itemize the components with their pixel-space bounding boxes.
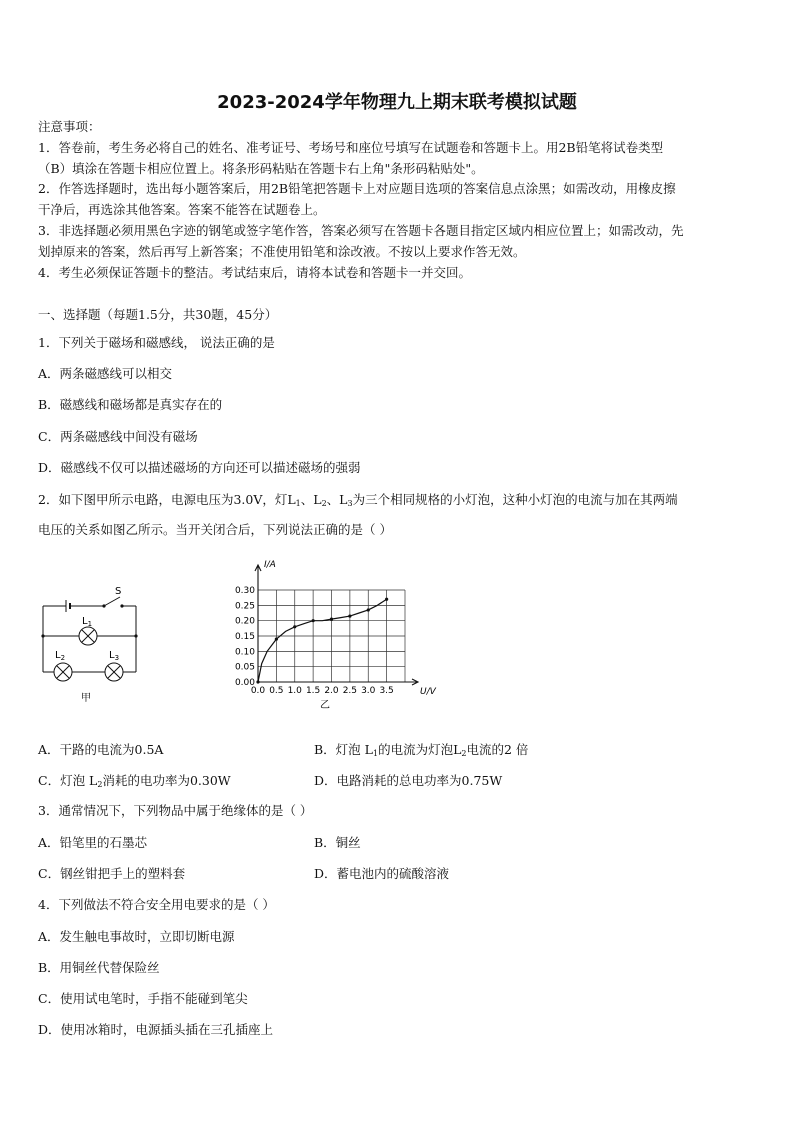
q2-option-b: B．灯泡 $L_1$的电流为灯泡$L_2$电流的2 倍 [314,742,529,758]
y-tick-label: 0.25 [234,601,255,612]
notes-line: 干净后，再选涂其他答案。答案不能答在试题卷上。 [38,202,326,218]
q2-option-c: C．灯泡 $L_2$消耗的电功率为0.30W [38,773,231,789]
page-title: 2023-2024学年物理九上期末联考模拟试题 [217,92,577,113]
q2-stem-line2: 电压的关系如图乙所示。当开关闭合后，下列说法正确的是（ ） [38,522,392,537]
y-tick-label: 0.15 [234,632,255,643]
y-axis-label: I/A [264,560,276,570]
data-point [275,637,278,640]
switch-lever [104,597,120,606]
chart-caption: 乙 [320,700,330,711]
data-point [293,625,296,628]
circuit-diagram [36,586,146,706]
l3-label: $L_3$ [109,650,120,662]
x-tick-label: 0.0 [250,686,266,696]
x-axis [258,679,418,685]
x-tick-label: 0.5 [269,686,284,696]
q3-option-a: A．铅笔里的石墨芯 [38,835,148,850]
x-tick-label: 3.0 [361,686,376,696]
data-point [385,598,388,601]
notes-heading: 注意事项： [38,119,101,134]
x-tick-label: 3.5 [379,686,394,696]
q3-option-c: C．钢丝钳把手上的塑料套 [38,866,186,881]
l2-label: $L_2$ [55,650,66,662]
data-point [348,614,351,617]
y-axis [255,565,261,682]
data-point [367,608,370,611]
x-tick-label: 1.5 [305,686,321,696]
iu-chart [222,556,442,716]
circuit-caption: 甲 [81,693,91,704]
q4-option-c: C．使用试电笔时，手指不能碰到笔尖 [38,991,248,1006]
notes-line: 划掉原来的答案，然后再写上新答案；不准使用铅笔和涂改液。不按以上要求作答无效。 [38,243,526,259]
y-tick-label: 0.30 [234,586,255,597]
notes-line: （B）填涂在答题卡相应位置上。将条形码粘贴在答题卡右上角"条形码粘贴处"。 [38,160,484,176]
x-tick-label: 2.0 [324,686,339,696]
notes-line: 4．考生必须保证答题卡的整洁。考试结束后，请将本试卷和答题卡一并交回。 [38,264,471,280]
q1-option-b: B．磁感线和磁场都是真实存在的 [38,397,223,412]
switch-label: S [115,586,122,597]
q1-option-c: C．两条磁感线中间没有磁场 [38,429,198,444]
x-tick-label: 1.0 [287,686,302,696]
q2-option-a: A．干路的电流为0.5A [38,742,164,757]
q2-stem-line1: 2．如下图甲所示电路，电源电压为3.0V，灯$L_1$、$L_2$、$L_3$为三个相同规格的小灯泡，这种小灯泡的电流与加在其两端 [38,492,678,508]
q4-stem: 4．下列做法不符合安全用电要求的是（ ） [38,897,275,912]
q4-option-a: A．发生触电事故时，立即切断电源 [38,929,235,944]
iu-curve [258,599,387,682]
y-tick-label: 0.10 [234,647,255,658]
q1-stem: 1．下列关于磁场和磁感线， 说法正确的是 [38,335,275,350]
l1-label: $L_1$ [82,616,93,628]
y-tick-label: 0.05 [234,662,255,673]
notes-block [38,117,760,283]
notes-line: 2．作答选择题时，选出每小题答案后，用2B铅笔把答题卡上对应题目选项的答案信息点涂黑；如需改动，用橡皮擦 [38,181,676,197]
q3-option-b: B．铜丝 [314,835,361,850]
q1-option-d: D．磁感线不仅可以描述磁场的方向还可以描述磁场的强弱 [38,460,361,475]
q3-stem: 3．通常情况下，下列物品中属于绝缘体的是（ ） [38,803,313,818]
notes-line: 3．非选择题必须用黑色字迹的钢笔或签字笔作答，答案必须写在答题卡各题目指定区域内相应位置上；如需改动，先 [38,222,684,238]
notes-line: 1．答卷前，考生务必将自己的姓名、准考证号、考场号和座位号填写在试题卷和答题卡上。用2B铅笔将试卷类型 [38,139,664,155]
q4-option-b: B．用铜丝代替保险丝 [38,960,160,975]
y-tick-label: 0.00 [234,678,255,688]
q4-option-d: D．使用冰箱时，电源插头插在三孔插座上 [38,1022,274,1037]
q3-option-d: D．蓄电池内的硫酸溶液 [314,866,450,881]
data-point [312,619,315,622]
x-tick-label: 2.5 [342,686,358,696]
data-point [256,680,259,683]
data-point [330,618,333,621]
section-heading: 一、选择题（每题1.5分，共30题，45分） [38,307,278,322]
q2-option-d: D．电路消耗的总电功率为0.75W [314,773,503,788]
y-tick-label: 0.20 [234,616,255,627]
x-axis-label: U/V [420,687,436,697]
q1-option-a: A．两条磁感线可以相交 [38,366,173,381]
